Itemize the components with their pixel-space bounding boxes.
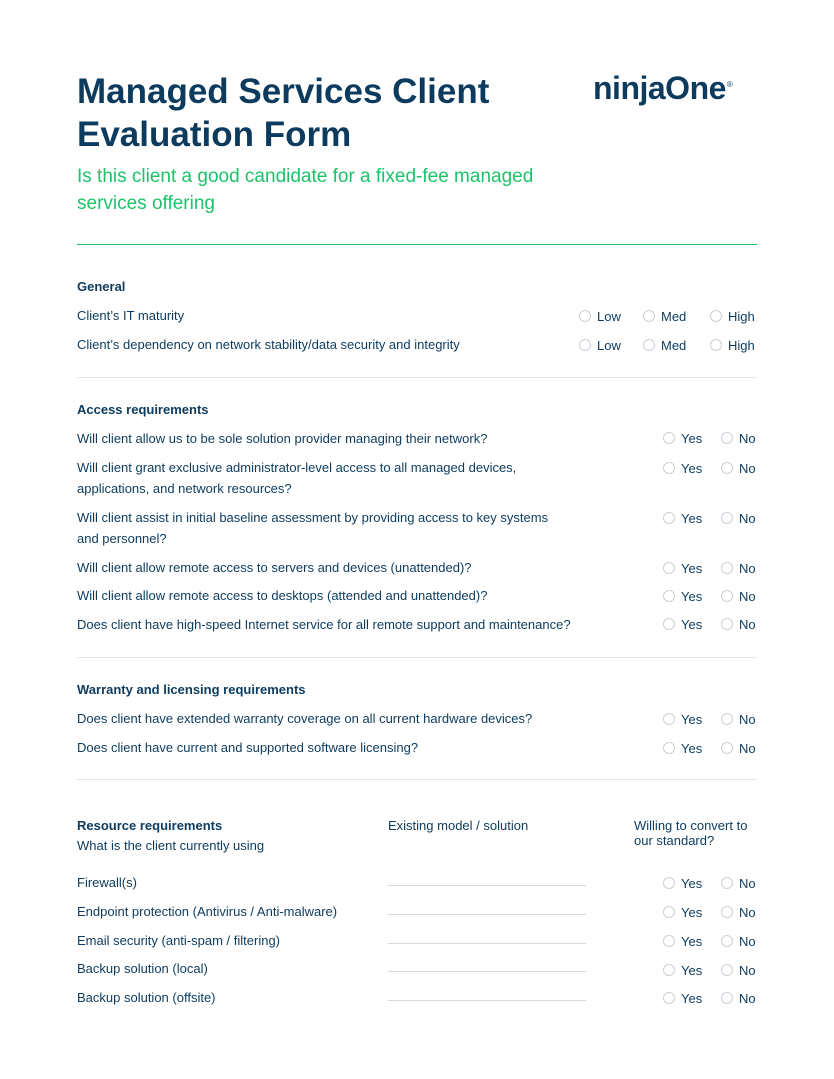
radio-option-no[interactable] bbox=[721, 741, 756, 756]
existing-solution-field[interactable] bbox=[388, 914, 586, 915]
radio-option-no[interactable] bbox=[721, 963, 756, 978]
option-label: Yes bbox=[681, 741, 703, 756]
radio-option-no[interactable] bbox=[721, 461, 756, 476]
option-label: Yes bbox=[681, 617, 703, 632]
radio-circle-icon[interactable] bbox=[663, 742, 675, 754]
radio-circle-icon[interactable] bbox=[643, 310, 655, 322]
option-label: No bbox=[739, 511, 756, 526]
question-label: Client’s dependency on network stability/data security and integrity bbox=[77, 337, 460, 352]
option-label: Low bbox=[597, 338, 621, 353]
radio-circle-icon[interactable] bbox=[721, 713, 733, 725]
option-label: No bbox=[739, 876, 756, 891]
radio-option-yes[interactable] bbox=[663, 712, 702, 727]
option-label: No bbox=[739, 963, 756, 978]
section-subheading: What is the client currently using bbox=[77, 838, 265, 853]
ninjaone-logo bbox=[593, 70, 732, 107]
radio-circle-icon[interactable] bbox=[643, 339, 655, 351]
radio-option-yes[interactable] bbox=[663, 741, 702, 756]
option-label: Yes bbox=[681, 876, 703, 891]
radio-option-yes[interactable] bbox=[663, 461, 702, 476]
existing-solution-field[interactable] bbox=[388, 971, 586, 972]
logo-text: ninjaOne bbox=[593, 70, 726, 106]
option-label: No bbox=[739, 617, 756, 632]
question-label: Does client have current and supported software licensing? bbox=[77, 740, 419, 755]
column-header-convert: Willing to convert to our standard? bbox=[634, 818, 748, 848]
radio-circle-icon[interactable] bbox=[663, 992, 675, 1004]
resource-label: Firewall(s) bbox=[77, 875, 137, 890]
radio-circle-icon[interactable] bbox=[721, 906, 733, 918]
radio-circle-icon[interactable] bbox=[663, 877, 675, 889]
radio-circle-icon[interactable] bbox=[663, 462, 675, 474]
existing-solution-field[interactable] bbox=[388, 1000, 586, 1001]
question-label: Will client allow remote access to desktops (attended and unattended)? bbox=[77, 588, 488, 603]
radio-circle-icon[interactable] bbox=[663, 618, 675, 630]
existing-solution-field[interactable] bbox=[388, 943, 586, 944]
question-label: Will client allow us to be sole solution provider managing their network? bbox=[77, 431, 488, 446]
option-label: High bbox=[728, 338, 755, 353]
option-label: Yes bbox=[681, 905, 703, 920]
option-label: Yes bbox=[681, 461, 703, 476]
question-label: Does client have extended warranty coverage on all current hardware devices? bbox=[77, 711, 533, 726]
radio-circle-icon[interactable] bbox=[721, 742, 733, 754]
radio-circle-icon[interactable] bbox=[663, 562, 675, 574]
option-label: Yes bbox=[681, 431, 703, 446]
question-label: Does client have high-speed Internet service for all remote support and maintenance? bbox=[77, 617, 571, 632]
question-label: Will client assist in initial baseline assessment by providing access to key systems and personnel? bbox=[77, 510, 549, 546]
radio-option-high[interactable] bbox=[710, 338, 755, 353]
radio-option-no[interactable] bbox=[721, 905, 756, 920]
column-header-existing: Existing model / solution bbox=[388, 818, 529, 833]
radio-circle-icon[interactable] bbox=[721, 964, 733, 976]
radio-circle-icon[interactable] bbox=[721, 877, 733, 889]
option-label: Yes bbox=[681, 963, 703, 978]
question-label: Will client allow remote access to servers and devices (unattended)? bbox=[77, 560, 472, 575]
page-subtitle: Is this client a good candidate for a fixed-fee managed services offering bbox=[77, 166, 534, 214]
radio-option-no[interactable] bbox=[721, 561, 756, 576]
radio-circle-icon[interactable] bbox=[721, 992, 733, 1004]
option-label: No bbox=[739, 431, 756, 446]
section-divider bbox=[77, 377, 757, 378]
option-label: No bbox=[739, 561, 756, 576]
radio-circle-icon[interactable] bbox=[663, 432, 675, 444]
radio-option-yes[interactable] bbox=[663, 589, 702, 604]
question-label: Client’s IT maturity bbox=[77, 308, 185, 323]
option-label: Yes bbox=[681, 712, 703, 727]
existing-solution-field[interactable] bbox=[388, 885, 586, 886]
radio-option-yes[interactable] bbox=[663, 905, 702, 920]
radio-option-yes[interactable] bbox=[663, 963, 702, 978]
radio-option-low[interactable] bbox=[579, 309, 621, 324]
option-label: No bbox=[739, 712, 756, 727]
radio-option-med[interactable] bbox=[643, 309, 686, 324]
resource-label: Email security (anti-spam / filtering) bbox=[77, 933, 280, 948]
radio-option-yes[interactable] bbox=[663, 431, 702, 446]
radio-circle-icon[interactable] bbox=[721, 462, 733, 474]
radio-circle-icon[interactable] bbox=[663, 713, 675, 725]
section-divider bbox=[77, 779, 757, 780]
radio-option-med[interactable] bbox=[643, 338, 686, 353]
radio-circle-icon[interactable] bbox=[710, 310, 722, 322]
option-label: Yes bbox=[681, 934, 703, 949]
resource-label: Endpoint protection (Antivirus / Anti-malware) bbox=[77, 904, 338, 919]
section-heading-access: Access requirements bbox=[77, 402, 209, 417]
radio-circle-icon[interactable] bbox=[721, 562, 733, 574]
option-label: Low bbox=[597, 309, 621, 324]
radio-option-no[interactable] bbox=[721, 934, 756, 949]
option-label: No bbox=[739, 991, 756, 1006]
section-heading-warranty: Warranty and licensing requirements bbox=[77, 682, 306, 697]
option-label: No bbox=[739, 741, 756, 756]
radio-option-yes[interactable] bbox=[663, 934, 702, 949]
resource-label: Backup solution (offsite) bbox=[77, 990, 216, 1005]
radio-circle-icon[interactable] bbox=[579, 339, 591, 351]
section-heading-resource: Resource requirements bbox=[77, 818, 223, 833]
radio-option-no[interactable] bbox=[721, 589, 756, 604]
radio-circle-icon[interactable] bbox=[721, 618, 733, 630]
radio-option-no[interactable] bbox=[721, 511, 756, 526]
radio-circle-icon[interactable] bbox=[663, 906, 675, 918]
option-label: High bbox=[728, 309, 755, 324]
radio-option-yes[interactable] bbox=[663, 617, 702, 632]
radio-circle-icon[interactable] bbox=[721, 512, 733, 524]
radio-option-no[interactable] bbox=[721, 617, 756, 632]
option-label: No bbox=[739, 934, 756, 949]
radio-circle-icon[interactable] bbox=[579, 310, 591, 322]
option-label: Yes bbox=[681, 561, 703, 576]
option-label: Med bbox=[661, 338, 687, 353]
option-label: No bbox=[739, 461, 756, 476]
radio-circle-icon[interactable] bbox=[663, 590, 675, 602]
radio-circle-icon[interactable] bbox=[663, 935, 675, 947]
radio-circle-icon[interactable] bbox=[663, 964, 675, 976]
radio-option-high[interactable] bbox=[710, 309, 755, 324]
resource-label: Backup solution (local) bbox=[77, 961, 208, 976]
option-label: Yes bbox=[681, 991, 703, 1006]
radio-option-yes[interactable] bbox=[663, 876, 702, 891]
radio-option-no[interactable] bbox=[721, 991, 756, 1006]
radio-circle-icon[interactable] bbox=[721, 590, 733, 602]
radio-option-no[interactable] bbox=[721, 712, 756, 727]
radio-option-no[interactable] bbox=[721, 431, 756, 446]
radio-circle-icon[interactable] bbox=[721, 935, 733, 947]
radio-option-yes[interactable] bbox=[663, 991, 702, 1006]
page-title: Managed Services Client Evaluation Form bbox=[77, 72, 490, 154]
option-label: No bbox=[739, 905, 756, 920]
registered-mark: ® bbox=[726, 80, 733, 90]
section-divider bbox=[77, 657, 757, 658]
section-heading-general: General bbox=[77, 279, 126, 294]
option-label: Med bbox=[661, 309, 687, 324]
question-label: Will client grant exclusive administrator-level access to all managed devices, applications, and network resources? bbox=[77, 460, 517, 496]
option-label: Yes bbox=[681, 589, 703, 604]
radio-option-yes[interactable] bbox=[663, 511, 702, 526]
radio-option-no[interactable] bbox=[721, 876, 756, 891]
radio-circle-icon[interactable] bbox=[663, 512, 675, 524]
radio-option-low[interactable] bbox=[579, 338, 621, 353]
option-label: Yes bbox=[681, 511, 703, 526]
option-label: No bbox=[739, 589, 756, 604]
radio-circle-icon[interactable] bbox=[710, 339, 722, 351]
radio-option-yes[interactable] bbox=[663, 561, 702, 576]
radio-circle-icon[interactable] bbox=[721, 432, 733, 444]
header-divider bbox=[77, 244, 757, 245]
